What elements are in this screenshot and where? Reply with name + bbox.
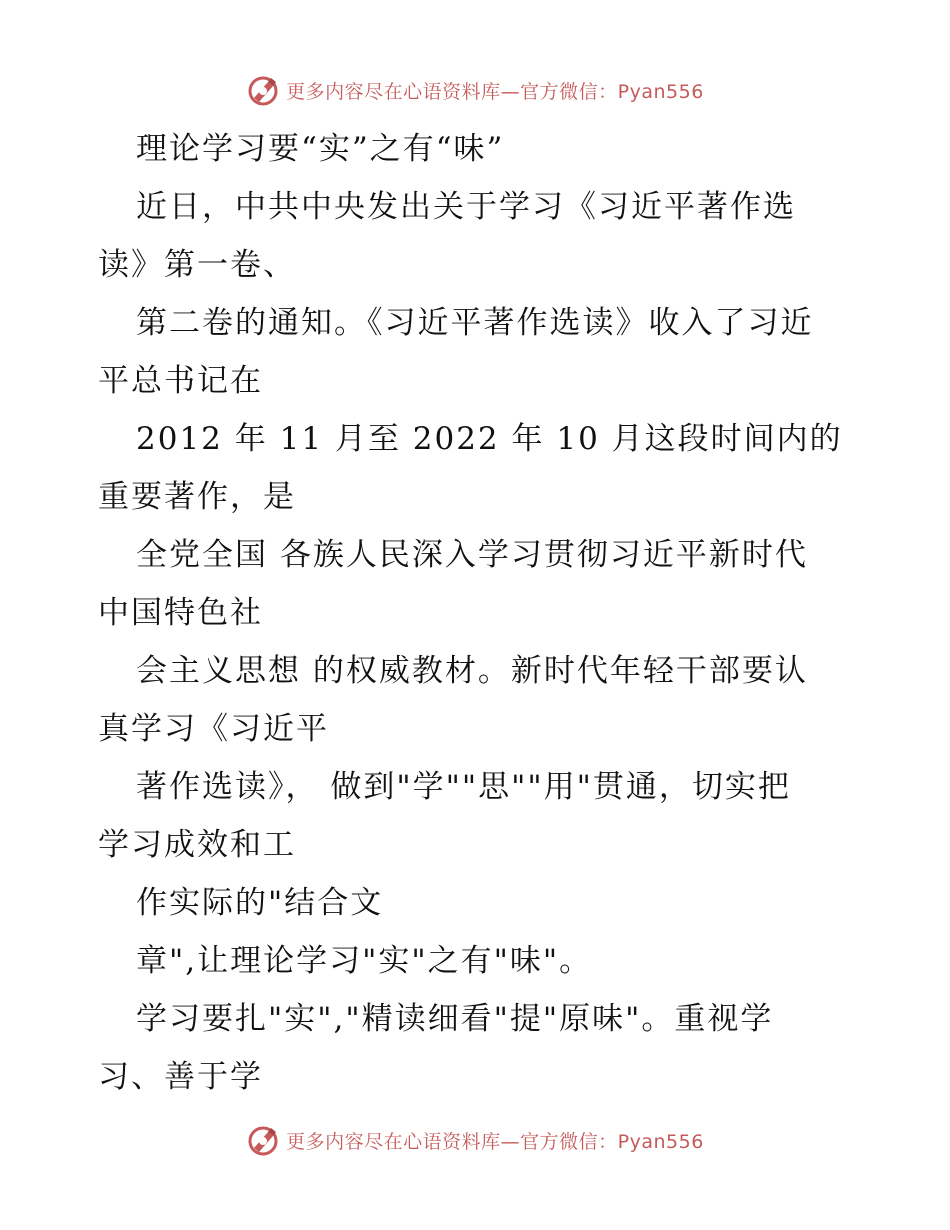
text-line: 中国特色社 [98,595,263,631]
text-line: 第二卷的通知。《习近平著作选读》收入了习近 [136,305,814,341]
header-banner-text: 更多内容尽在心语资料库—官方微信：Pyan556 [286,80,704,103]
pen-circle-logo-icon [246,1122,282,1158]
text-line: 习、善于学 [98,1059,263,1095]
footer-banner [0,1118,950,1162]
document-body [98,120,858,1106]
text-line: 作实际的"结合文 [136,885,384,921]
text-line: 会主义思想 的权威教材。新时代年轻干部要认 [136,653,808,689]
text-line: 章",让理论学习"实"之有"味"。 [136,943,593,979]
text-line: 近日，中共中央发出关于学习《习近平著作选 [136,189,796,225]
text-line: 学习成效和工 [98,827,296,863]
text-line: 学习要扎"实","精读细看"提"原味"。重视学 [136,1001,774,1037]
header-banner [0,68,950,112]
footer-banner-text: 更多内容尽在心语资料库—官方微信：Pyan556 [286,1130,704,1153]
text-line: 重要著作，是 [98,479,296,515]
text-line: 2012 年 11 月至 2022 年 10 月这段时间内的 [136,421,843,457]
text-line: 读》第一卷、 [98,247,296,283]
text-line: 著作选读》， 做到"学""思""用"贯通，切实把 [136,769,791,805]
text-line: 理论学习要“实”之有“味” [136,131,505,167]
text-line: 真学习《习近平 [98,711,329,747]
text-line: 平总书记在 [98,363,263,399]
pen-circle-logo-icon [246,72,282,108]
text-line: 全党全国 各族人民深入学习贯彻习近平新时代 [136,537,808,573]
